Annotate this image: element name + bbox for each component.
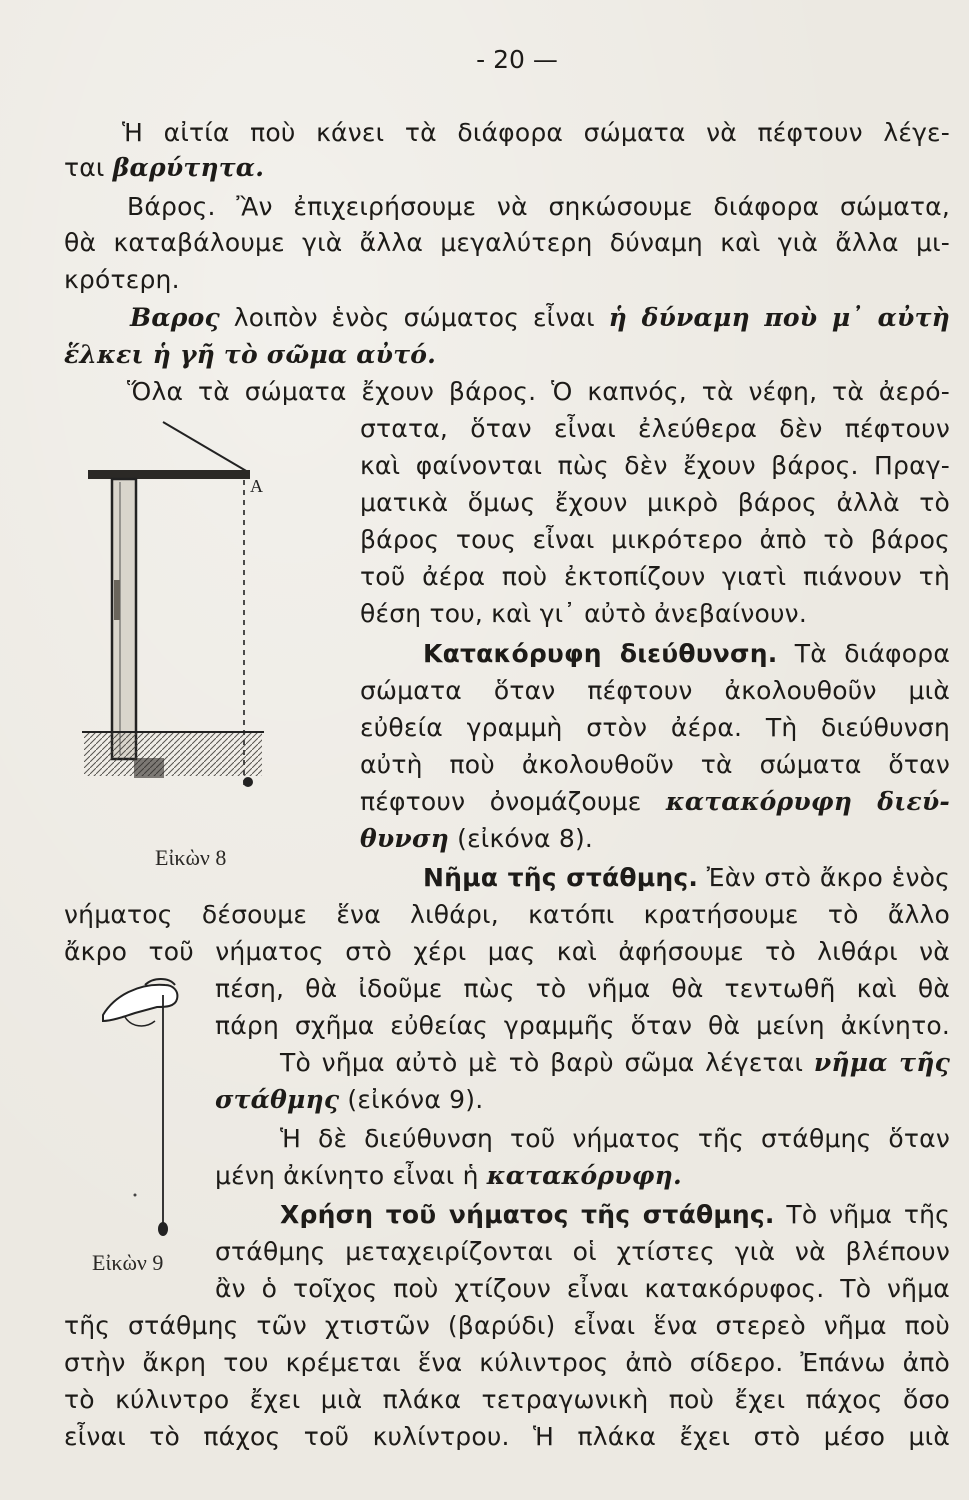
figure-8-label-a: A (250, 476, 263, 496)
figure-9-illustration (95, 955, 205, 1245)
text-run: βάρος τους εἶναι μικρότερο ἀπὸ τὸ βάρος (360, 525, 950, 554)
text-line (360, 748, 950, 782)
text-run: βαρύτητα. (112, 153, 265, 182)
text-line (64, 898, 950, 932)
text-run: λοιπὸν ἑνὸς σώματος εἶναι (219, 303, 609, 332)
text-line (215, 1009, 950, 1043)
text-run: ματικὰ ὅμως ἔχουν μικρὸ βάρος ἀλλὰ τὸ (360, 488, 950, 517)
text-run: αὐτὴ ποὺ ἀκολουθοῦν τὰ σώματα ὅταν (360, 750, 950, 779)
text-run: ἂν ὁ τοῖχος ποὺ χτίζουν εἶναι κατακόρυφος. Τὸ νῆμα (215, 1274, 950, 1303)
text-line (423, 637, 950, 671)
text-run: στάθμης μεταχειρίζονται οἱ χτίστες γιὰ νὰ βλέπουν (215, 1237, 950, 1266)
text-run: Νῆμα τῆς στάθμης. (423, 863, 699, 892)
text-run: κρότερη. (64, 265, 180, 294)
text-line (423, 861, 950, 895)
text-line (360, 412, 950, 446)
page-number: - 20 — (476, 45, 558, 74)
text-line (215, 1235, 950, 1269)
text-line (360, 822, 593, 856)
figure-8-illustration (78, 420, 268, 800)
text-line (215, 1272, 950, 1306)
text-run: (εἰκόνα 8). (448, 824, 594, 853)
text-line (64, 1346, 950, 1380)
text-run: θυνση (360, 824, 449, 853)
text-run: κατακόρυφη διεύ- (665, 787, 950, 816)
text-run: (εἰκόνα 9). (339, 1085, 484, 1114)
text-run: θὰ καταβάλουμε γιὰ ἄλλα μεγαλύτερη δύναμη καὶ γιὰ ἄλλα μι- (64, 228, 950, 257)
text-run: τὸ κύλιντρο ἔχει μιὰ πλάκα τετραγωνικὴ ποὺ ἔχει πάχος ὅσο (64, 1385, 950, 1414)
text-run: πέση, θὰ ἰδοῦμε πὼς τὸ νῆμα θὰ τεντωθῆ καὶ θὰ (215, 974, 950, 1003)
text-run: εὐθεία γραμμὴ στὸν ἀέρα. Τὴ διεύθυνση (360, 713, 950, 742)
text-run: Τὸ νῆμα τῆς (774, 1200, 950, 1229)
figure-8-caption: Εἰκὼν 8 (155, 845, 227, 870)
text-run: Βάρος. Ἂν ἐπιχειρήσουμε νὰ σηκώσουμε διάφορα σώματα, (127, 192, 950, 221)
text-run: Ἐὰν στὸ ἄκρο ἑνὸς (698, 863, 950, 892)
text-line (360, 486, 950, 520)
text-run: Τὸ νῆμα αὐτὸ μὲ τὸ βαρὺ σῶμα λέγεται (280, 1048, 814, 1077)
text-run: νῆμα τῆς (813, 1048, 950, 1077)
text-run: Ὅλα τὰ σώματα ἔχουν βάρος. Ὁ καπνός, τὰ νέφη, τὰ ἀερό- (127, 377, 950, 406)
text-run: τοῦ ἀέρα ποὺ ἐκτοπίζουν γιατὶ πιάνουν τὴ (360, 562, 950, 591)
text-run: πέφτουν ὀνομάζουμε (360, 787, 666, 816)
text-line (360, 711, 950, 745)
text-line (64, 1420, 950, 1454)
text-run: στὴν ἄκρη του κρέμεται ἕνα κύλιντρος ἀπὸ σίδερο. Ἐπάνω ἀπὸ (64, 1348, 950, 1377)
text-line (215, 1159, 682, 1193)
text-run: θέση του, καὶ γι᾽ αὐτὸ ἀνεβαίνουν. (360, 599, 807, 628)
text-line (122, 116, 950, 150)
text-line (360, 449, 950, 483)
text-run: Κατακόρυφη διεύθυνση. (423, 639, 778, 668)
text-line (64, 151, 264, 185)
text-run: Ἡ δὲ διεύθυνση τοῦ νήματος τῆς στάθμης ὅταν (280, 1124, 950, 1153)
text-run: ἄκρο τοῦ νήματος στὸ χέρι μας καὶ ἀφήσουμε τὸ λιθάρι νὰ (64, 937, 950, 966)
text-run: Βαρος (130, 303, 220, 332)
text-line (360, 674, 950, 708)
text-run: σώματα ὅταν πέφτουν ἀκολουθοῦν μιὰ (360, 676, 950, 705)
text-line (360, 523, 950, 557)
text-run: ἡ δύναμη ποὺ μ᾽ αὐτὴ (608, 303, 950, 332)
text-run: νήματος δέσουμε ἕνα λιθάρι, κατόπι κρατήσουμε τὸ ἄλλο (64, 900, 950, 929)
text-line (280, 1122, 950, 1156)
text-line (127, 190, 950, 224)
text-line (127, 375, 950, 409)
text-line (215, 972, 950, 1006)
text-run: πάρη σχῆμα εὐθείας γραμμῆς ὅταν θὰ μείνη ἀκίνητο. (215, 1011, 950, 1040)
text-run: εἶναι τὸ πάχος τοῦ κυλίντρου. Ἡ πλάκα ἔχει στὸ μέσο μιὰ (64, 1422, 950, 1451)
text-line (360, 560, 950, 594)
text-run: Τὰ διάφορα (777, 639, 950, 668)
text-line (64, 1309, 950, 1343)
text-run: μένη ἀκίνητο εἶναι ἡ (215, 1161, 487, 1190)
text-line (280, 1198, 950, 1232)
text-line (215, 1083, 483, 1117)
text-line (360, 785, 950, 819)
text-line (64, 263, 180, 297)
text-run: ἕλκει ἡ γῆ τὸ σῶμα αὐτό. (64, 340, 436, 369)
text-line (360, 597, 807, 631)
text-run: Χρήση τοῦ νήματος τῆς στάθμης. (280, 1200, 775, 1229)
text-line (64, 1383, 950, 1417)
text-line (64, 226, 950, 260)
text-run: στατα, ὅταν εἶναι ἐλεύθερα δὲν πέφτουν (360, 414, 950, 443)
text-line (130, 301, 950, 335)
text-run: καὶ φαίνονται πὼς δὲν ἔχουν βάρος. Πραγ- (360, 451, 950, 480)
text-run: ται (64, 153, 113, 182)
text-run: Ἡ αἰτία ποὺ κάνει τὰ διάφορα σώματα νὰ πέφτουν λέγε- (122, 118, 950, 147)
figure-9-caption: Εἰκὼν 9 (92, 1250, 164, 1275)
text-line (280, 1046, 950, 1080)
text-run: κατακόρυφη. (486, 1161, 682, 1190)
text-run: τῆς στάθμης τῶν χτιστῶν (βαρύδι) εἶναι ἕνα στερεὸ νῆμα ποὺ (64, 1311, 950, 1340)
text-run: στάθμης (215, 1085, 340, 1114)
text-line (64, 338, 436, 372)
